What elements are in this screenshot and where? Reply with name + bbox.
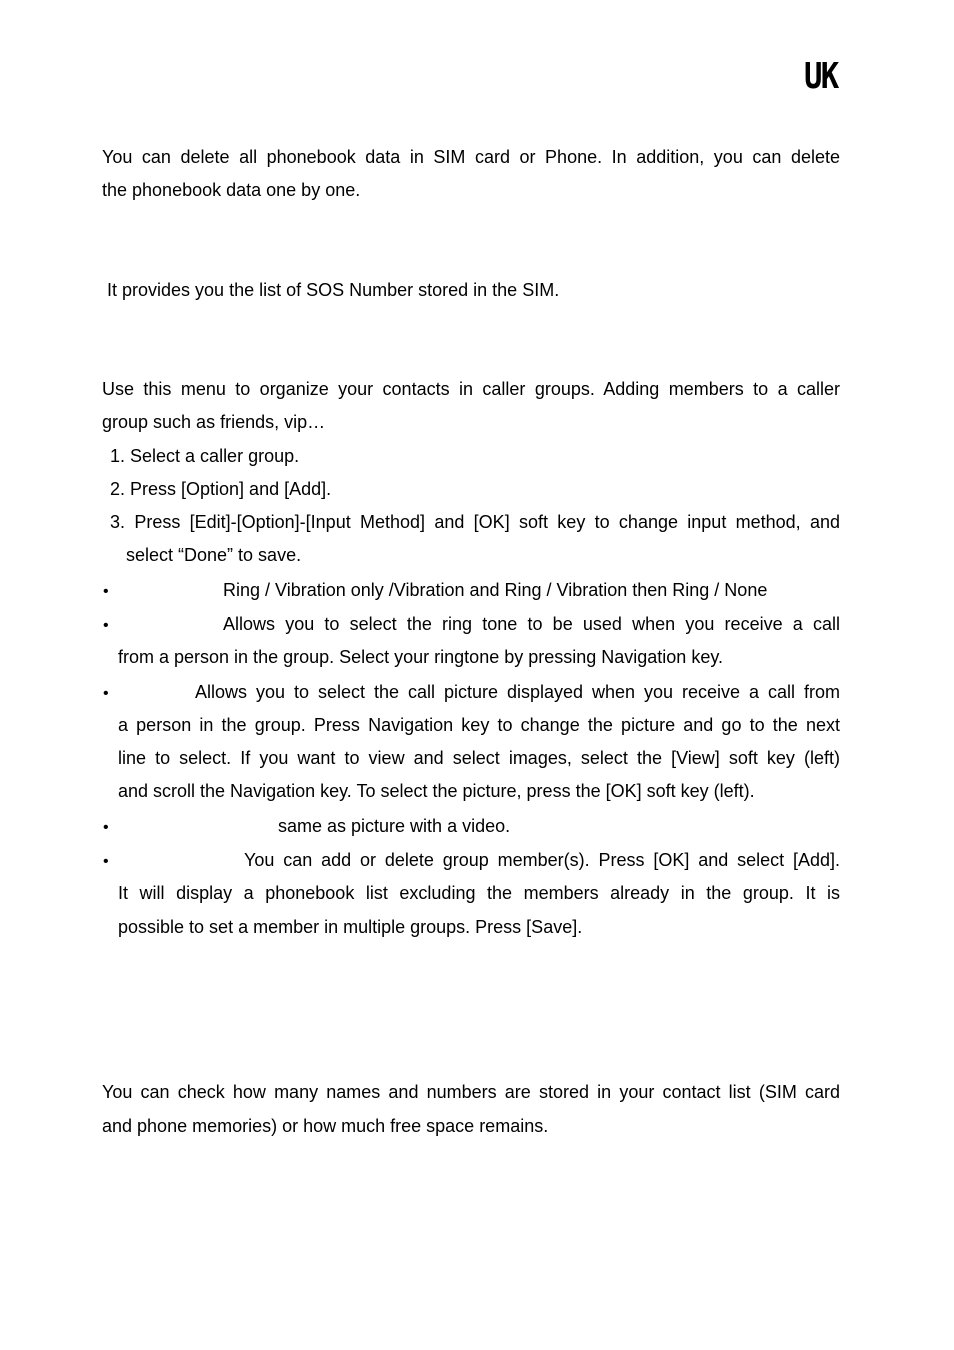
bullet-icon: •: [103, 583, 109, 600]
bullet-icon: •: [103, 617, 109, 634]
bullet-icon: •: [103, 819, 109, 836]
bullet-video: same as picture with a video.: [278, 816, 511, 836]
step-3: 3. Press [Edit]-[Option]-[Input Method] and [OK] soft key to change input method, and: [110, 512, 840, 532]
sos-paragraph: It provides you the list of SOS Number stored in the SIM.: [107, 280, 560, 300]
bullet-members-cont-1: It will display a phonebook list excluding the members already in the group. It is: [118, 883, 840, 903]
memory-paragraph-line2: and phone memories) or how much free space remains.: [102, 1116, 549, 1136]
bullet-icon: •: [103, 853, 109, 870]
caller-groups-intro-line2: group such as friends, vip…: [102, 412, 326, 432]
bullet-ring-type: Ring / Vibration only /Vibration and Ring / Vibration then Ring / None: [223, 580, 768, 600]
memory-paragraph-line1: You can check how many names and numbers are stored in your contact list (SIM card: [102, 1082, 840, 1102]
bullet-members-cont-2: possible to set a member in multiple groups. Press [Save].: [118, 917, 583, 937]
delete-paragraph-line1: You can delete all phonebook data in SIM card or Phone. In addition, you can delete: [102, 147, 840, 167]
step-2: 2. Press [Option] and [Add].: [110, 479, 332, 499]
step-1: 1. Select a caller group.: [110, 446, 300, 466]
bullet-ringtone: Allows you to select the ring tone to be used when you receive a call: [223, 614, 840, 634]
page-label: UK: [804, 56, 838, 97]
bullet-picture: Allows you to select the call picture displayed when you receive a call from: [195, 682, 840, 702]
caller-groups-intro-line1: Use this menu to organize your contacts in caller groups. Adding members to a caller: [102, 379, 840, 399]
bullet-icon: •: [103, 685, 109, 702]
bullet-picture-cont-2: line to select. If you want to view and select images, select the [View] soft key (left): [118, 748, 840, 768]
delete-paragraph-line2: the phonebook data one by one.: [102, 180, 361, 200]
bullet-ringtone-cont: from a person in the group. Select your ringtone by pressing Navigation key.: [118, 647, 723, 667]
bullet-picture-cont-3: and scroll the Navigation key. To select the picture, press the [OK] soft key (left).: [118, 781, 755, 801]
bullet-picture-cont-1: a person in the group. Press Navigation key to change the picture and go to the next: [118, 715, 840, 735]
bullet-members: You can add or delete group member(s). Press [OK] and select [Add].: [244, 850, 840, 870]
step-3-continued: select “Done” to save.: [126, 545, 302, 565]
